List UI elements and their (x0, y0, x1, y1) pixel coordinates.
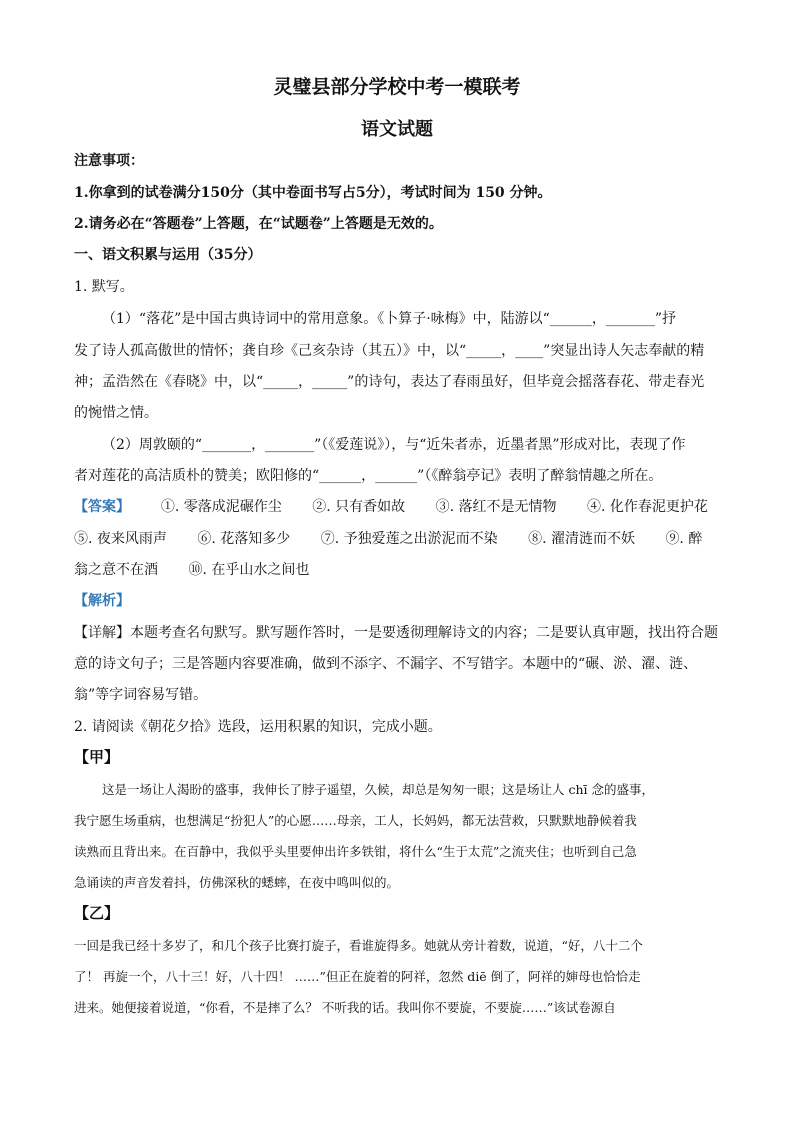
question-label: 1. 默写。 (74, 279, 134, 295)
exam-title: 灵璧县部分学校中考一模联考 (273, 76, 521, 98)
question-text-line: 者对莲花的高洁质朴的赞美；欧阳修的“______，______”（《醉翁亭记》表明了醉翁情趣之所在。 (74, 468, 663, 484)
answer-item: ⑤. 夜来风雨声 (74, 531, 167, 547)
detail-line: 翁”等字词容易写错。 (74, 687, 208, 703)
answer-item: ⑨. 醉 (665, 531, 703, 547)
answer-item: ⑩. 在乎山水之间也 (188, 562, 310, 578)
answer-row (74, 496, 724, 516)
passage-tag-yi: 【乙】 (74, 904, 120, 922)
detail-line: 【详解】本题考查名句默写。默写题作答时，一是要透彻理解诗文的内容；二是要认真审题，找出符合题 (74, 625, 718, 641)
passage-line: 读熟而且背出来。在百静中，我似乎头里要伸出许多铁钳，将什么“生于太荒”之流夹住；也听到自己急 (74, 844, 637, 859)
answer-row (74, 528, 724, 548)
notice-item: 2.请务必在“答题卷”上答题，在“试题卷”上答题是无效的。 (74, 216, 443, 232)
analysis-row (74, 590, 724, 610)
passage-line: 了！ 再旋一个，八十三！好，八十四！ ……”但正在旋着的阿祥，忽然 diē 倒了，阿祥的婶母也恰恰走 (74, 969, 641, 984)
answer-tag: 【答案】 (74, 499, 130, 515)
passage-line: 一回是我已经十多岁了，和几个孩子比赛打旋子，看谁旋得多。她就从旁计着数，说道，“好，八十二个 (74, 938, 643, 953)
answer-item: ①. 零落成泥碾作尘 (160, 499, 282, 515)
question-label: 2. 请阅读《朝花夕拾》选段，运用积累的知识，完成小题。 (74, 719, 442, 735)
answer-row (74, 559, 724, 579)
exam-subtitle: 语文试题 (361, 119, 433, 140)
answer-item: 翁之意不在酒 (74, 562, 158, 578)
notice-item: 1.你拿到的试卷满分150分（其中卷面书写占5分），考试时间为 150 分钟。 (74, 185, 552, 201)
answer-item: ③. 落红不是无情物 (435, 499, 557, 515)
answer-item: ⑦. 予独爱莲之出淤泥而不染 (320, 531, 498, 547)
passage-line: 这是一场让人渴盼的盛事，我伸长了脖子遥望，久候，却总是匆匆一眼；这是场让人 chī 念的盛事， (102, 782, 654, 797)
question-text-line: 神；孟浩然在《春晓》中，以“_____，_____”的诗句，表达了春雨虽好，但毕竟会摇落春花、带走春光 (74, 374, 705, 390)
notice-heading: 注意事项： (74, 153, 144, 169)
answer-item: ④. 化作春泥更护花 (586, 499, 708, 515)
answer-item: ②. 只有香如故 (312, 499, 406, 515)
question-text-line: （2）周敦颐的“_______，_______”（《爱莲说》），与“近朱者赤，近墨者黑”形成对比，表现了作 (102, 437, 686, 453)
question-text-line: 发了诗人孤高傲世的情怀；龚自珍《己亥杂诗（其五）》中，以“_____，____”突显出诗人矢志奉献的精 (74, 343, 705, 359)
analysis-tag: 【解析】 (74, 593, 130, 609)
section-heading: 一、语文积累与运用（35分） (74, 247, 262, 263)
answer-item: ⑧. 濯清涟而不妖 (528, 531, 635, 547)
passage-line: 急诵读的声音发着抖，仿佛深秋的蟋蟀，在夜中鸣叫似的。 (74, 875, 400, 890)
passage-line: 我宁愿生场重病，也想满足“扮犯人”的心愿……母亲，工人，长妈妈，都无法营救，只默默地静候着我 (74, 813, 637, 828)
question-text-line: （1）“落花”是中国古典诗词中的常用意象。《卜算子·咏梅》中，陆游以“______，_______”抒 (102, 311, 676, 327)
question-text-line: 的惋惜之情。 (74, 405, 158, 421)
passage-line: 进来。她便接着说道，“你看，不是摔了么？ 不听我的话。我叫你不要旋，不要旋……”该试卷源自 (74, 1000, 616, 1015)
passage-tag-jia: 【甲】 (74, 748, 120, 766)
answer-item: ⑥. 花落知多少 (197, 531, 291, 547)
detail-line: 意的诗文句子；三是答题内容要准确，做到不添字、不漏字、不写错字。本题中的“碾、淤、濯、涟、 (74, 656, 698, 672)
